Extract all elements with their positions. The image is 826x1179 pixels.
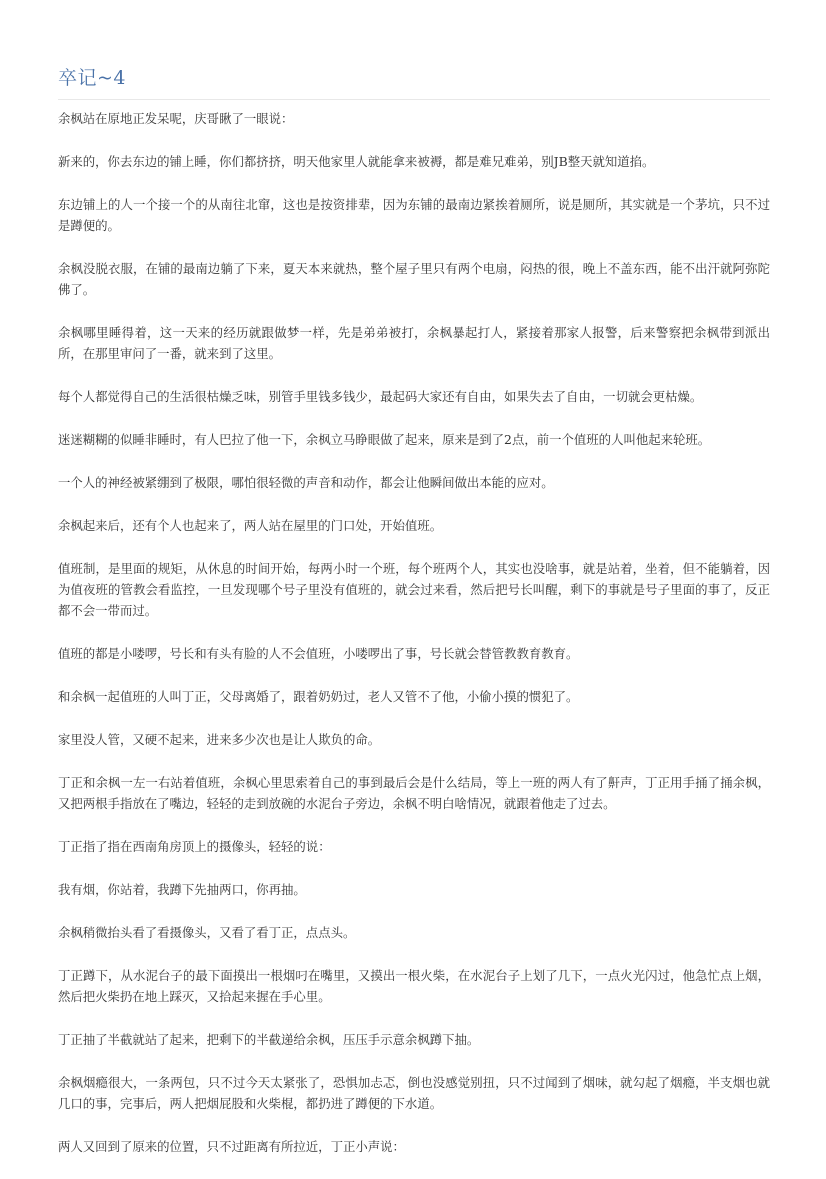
paragraph: 和余枫一起值班的人叫丁正，父母离婚了，跟着奶奶过，老人又管不了他，小偷小摸的惯犯了。	[58, 689, 579, 704]
paragraph: 余枫哪里睡得着，这一天来的经历就跟做梦一样，先是弟弟被打，余枫暴起打人，紧接着那家人报警，后来警察把余枫带到派出所，在那里审问了一番，就来到了这里。	[58, 325, 770, 361]
paragraph: 两人又回到了原来的位置，只不过距离有所拉近，丁正小声说：	[58, 1139, 405, 1154]
paragraph: 家里没人管，又硬不起来，进来多少次也是让人欺负的命。	[58, 732, 381, 747]
paragraph: 余枫起来后，还有个人也起来了，两人站在屋里的门口处，开始值班。	[58, 518, 443, 533]
paragraph: 丁正蹲下，从水泥台子的最下面摸出一根烟叼在嘴里，又摸出一根火柴，在水泥台子上划了几下，一点火光闪过，他急忙点上烟，然后把火柴扔在地上踩灭，又拾起来握在手心里。	[58, 968, 770, 1004]
paragraph: 一个人的神经被紧绷到了极限，哪怕很轻微的声音和动作，都会让他瞬间做出本能的应对。	[58, 475, 554, 490]
paragraph: 我有烟，你站着，我蹲下先抽两口，你再抽。	[58, 882, 306, 897]
paragraph: 丁正抽了半截就站了起来，把剩下的半截递给余枫，压压手示意余枫蹲下抽。	[58, 1032, 480, 1047]
paragraph: 东边铺上的人一个接一个的从南往北窜，这也是按资排辈，因为东铺的最南边紧挨着厕所，说是厕所，其实就是一个茅坑，只不过是蹲便的。	[58, 197, 770, 233]
paragraph: 余枫站在原地正发呆呢，庆哥瞅了一眼说：	[58, 111, 294, 126]
paragraph: 丁正和余枫一左一右站着值班，余枫心里思索着自己的事到最后会是什么结局，等上一班的两人有了鼾声，丁正用手捅了捅余枫，又把两根手指放在了嘴边，轻轻的走到放碗的水泥台子旁边，余枫不明白啥情况，就跟着他走了过去。	[58, 775, 770, 811]
paragraph: 值班的都是小喽啰，号长和有头有脸的人不会值班，小喽啰出了事，号长就会替管教教育教育。	[58, 646, 579, 661]
paragraph: 余枫烟瘾很大，一条两包，只不过今天太紧张了，恐惧加忐忑，倒也没感觉别扭，只不过闻到了烟味，就勾起了烟瘾，半支烟也就几口的事，完事后，两人把烟屁股和火柴棍，都扔进了蹲便的下水道。	[58, 1075, 770, 1111]
document-page	[58, 0, 770, 1179]
paragraph: 每个人都觉得自己的生活很枯燥乏味，别管手里钱多钱少，最起码大家还有自由，如果失去了自由，一切就会更枯燥。	[58, 389, 703, 404]
paragraph: 丁正指了指在西南角房顶上的摄像头，轻轻的说：	[58, 839, 331, 854]
paragraph: 新来的，你去东边的铺上睡，你们都挤挤，明天他家里人就能拿来被褥，都是难兄难弟，别JB整天就知道掐。	[58, 154, 655, 169]
chapter-body	[58, 100, 770, 1157]
chapter-title: 卒记~4	[58, 67, 127, 89]
paragraph: 余枫稍微抬头看了看摄像头，又看了看丁正，点点头。	[58, 925, 356, 940]
paragraph: 值班制，是里面的规矩，从休息的时间开始，每两小时一个班，每个班两个人，其实也没啥事，就是站着，坐着，但不能躺着，因为值夜班的管教会看监控，一旦发现哪个号子里没有值班的，就会过来看，然后把号长叫醒，剩下的事就是号子里面的事了，反正都不会一带而过。	[58, 561, 770, 618]
paragraph: 迷迷糊糊的似睡非睡时，有人巴拉了他一下，余枫立马睁眼做了起来，原来是到了2点，前一个值班的人叫他起来轮班。	[58, 432, 711, 447]
paragraph: 余枫没脱衣服，在铺的最南边躺了下来，夏天本来就热，整个屋子里只有两个电扇，闷热的很，晚上不盖东西，能不出汗就阿弥陀佛了。	[58, 261, 770, 297]
